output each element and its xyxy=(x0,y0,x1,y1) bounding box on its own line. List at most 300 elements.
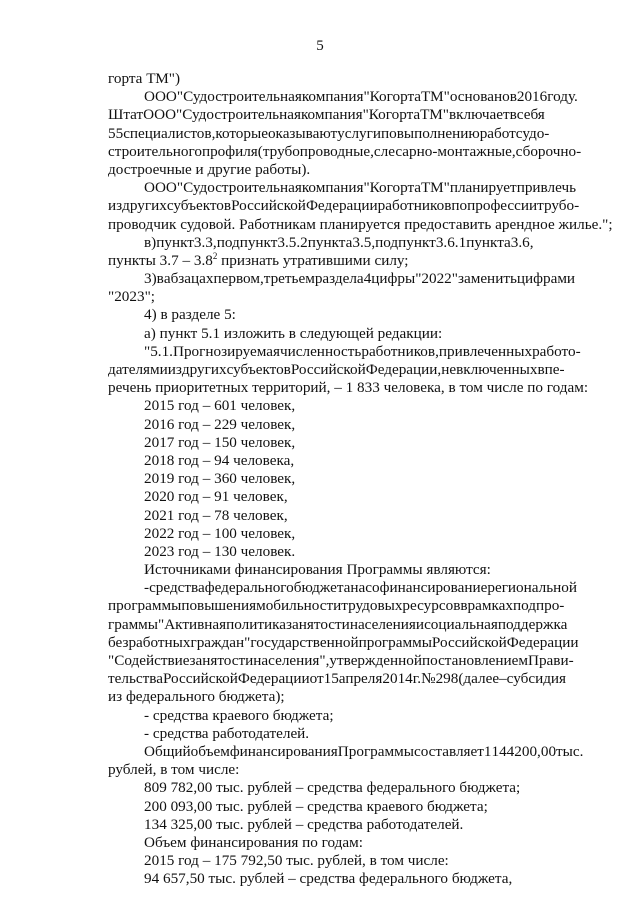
word: цифрами xyxy=(516,270,576,288)
word: тыс. xyxy=(216,815,244,833)
word: подпро- xyxy=(512,597,565,615)
word: населения", xyxy=(253,652,330,669)
word: человек, xyxy=(233,506,288,524)
word: речень xyxy=(108,379,152,397)
word: 3.5, xyxy=(352,233,376,251)
text-line xyxy=(108,742,584,761)
word: региональной xyxy=(487,579,578,597)
word: 2015 xyxy=(144,852,175,870)
word: бюджета; xyxy=(272,706,334,724)
text-line xyxy=(108,88,578,106)
word: изложить xyxy=(223,324,285,342)
word: "Когорта xyxy=(363,88,422,106)
word: федерального xyxy=(366,779,456,797)
word: оказывают xyxy=(267,124,338,142)
word: человек, xyxy=(240,433,296,451)
word: 3.3, xyxy=(193,233,217,251)
word: ТМ" xyxy=(421,88,450,106)
word: из xyxy=(108,688,123,706)
word: средства xyxy=(149,579,205,597)
word: редакции: xyxy=(377,324,443,342)
word: 782,00 xyxy=(170,779,213,797)
word: (трубопроводные, xyxy=(257,142,374,160)
word: занятости xyxy=(286,615,350,633)
word: строительного xyxy=(108,142,202,160)
word: пе- xyxy=(544,361,565,378)
text-line xyxy=(108,379,589,397)
word: подпункт xyxy=(216,233,278,251)
text-line xyxy=(108,124,550,143)
word: Российской xyxy=(431,633,507,651)
word: поддержка xyxy=(497,615,568,633)
word: 809 xyxy=(144,779,167,797)
text-line xyxy=(108,342,581,361)
text-line xyxy=(108,197,580,215)
text-line xyxy=(108,816,532,834)
word: 792,50 xyxy=(240,852,283,870)
word: работо- xyxy=(532,342,581,360)
word: – xyxy=(202,470,211,488)
text-line xyxy=(108,670,567,688)
word: бюджета; xyxy=(426,797,488,815)
word: пункта xyxy=(466,233,511,251)
word: повышения xyxy=(181,597,257,615)
word: из xyxy=(108,197,123,215)
word: 2019 xyxy=(144,470,175,488)
word: – xyxy=(295,779,304,797)
word: разделе xyxy=(171,306,221,324)
word: 3.5.2 xyxy=(277,233,308,251)
word: – xyxy=(202,524,211,542)
word: в xyxy=(509,106,517,124)
word: 833 xyxy=(357,379,380,397)
text-line xyxy=(108,779,532,797)
word: в xyxy=(156,270,164,288)
word: граммы xyxy=(108,615,158,633)
word: субъектов xyxy=(226,361,291,378)
text-line xyxy=(108,179,577,197)
word: 3) xyxy=(144,270,157,288)
word: – xyxy=(202,488,211,506)
superscript: 2 xyxy=(212,250,218,261)
word: 91 xyxy=(214,488,230,506)
text-line xyxy=(108,597,565,615)
text-line xyxy=(108,234,532,252)
word: в xyxy=(460,597,468,615)
word: 2017 xyxy=(144,433,175,451)
text-line xyxy=(108,488,532,506)
word: средства xyxy=(307,815,363,833)
word: привлеченных xyxy=(438,342,533,360)
word: граждан" xyxy=(190,633,251,651)
word: компания xyxy=(301,88,364,106)
word: – xyxy=(202,852,211,870)
word: рамках xyxy=(467,597,513,615)
word: 325,00 xyxy=(170,815,213,833)
word: 130 xyxy=(214,542,237,560)
text-line xyxy=(108,288,532,306)
word: основано xyxy=(449,88,510,106)
word: человек, xyxy=(233,488,288,506)
word: выполнению xyxy=(396,124,480,142)
word: трудовых xyxy=(341,597,403,615)
word: Штат xyxy=(108,106,144,124)
word: работ xyxy=(479,124,516,142)
word: себя xyxy=(516,106,545,124)
text-line xyxy=(108,161,532,179)
word: от xyxy=(309,670,324,688)
word: из xyxy=(167,361,182,378)
word: программы xyxy=(108,597,182,615)
text-line xyxy=(108,142,582,161)
word: 360 xyxy=(214,470,237,488)
word: краевого xyxy=(366,797,424,815)
word: арендное xyxy=(495,215,555,233)
word: федерального xyxy=(125,688,215,706)
word: безработных xyxy=(108,633,191,651)
word: территорий, xyxy=(252,379,331,397)
word: - xyxy=(144,579,150,597)
word: первом, xyxy=(213,270,264,288)
word: другие xyxy=(207,160,252,178)
word: человек, xyxy=(240,397,296,415)
word: человек, xyxy=(240,415,296,433)
word: включает xyxy=(448,106,510,124)
word: утвержденной xyxy=(329,652,422,669)
word: других xyxy=(122,197,167,215)
word: рублей xyxy=(247,779,292,797)
word: Федерации xyxy=(305,197,378,215)
word: рублей, xyxy=(317,852,366,870)
word: в) xyxy=(144,233,157,251)
word: в xyxy=(288,324,296,342)
word: и xyxy=(415,615,425,633)
word: Российской xyxy=(162,670,238,688)
word: услуги xyxy=(337,124,382,142)
word: средства xyxy=(307,779,363,797)
text-line xyxy=(108,543,532,561)
word: числе: xyxy=(407,852,449,870)
text-line xyxy=(108,416,532,434)
word: тыс. xyxy=(208,870,236,888)
word: "Активная xyxy=(158,615,227,633)
word: ООО xyxy=(143,106,177,124)
word: человека, xyxy=(383,379,445,397)
word: не xyxy=(441,361,457,378)
word: средства xyxy=(152,706,209,724)
word: том xyxy=(459,379,483,397)
word: годам: xyxy=(546,379,589,397)
text-line xyxy=(108,270,576,288)
text-line xyxy=(108,306,532,324)
word: – xyxy=(182,251,191,269)
word: софинансирование xyxy=(365,579,488,597)
word: Федерации xyxy=(237,670,310,688)
word: 78 xyxy=(214,506,230,524)
word: Российской xyxy=(290,361,366,378)
word: рублей, xyxy=(108,761,157,779)
word: числе xyxy=(486,379,524,397)
word: заменить xyxy=(457,270,517,288)
word: в xyxy=(160,761,168,779)
word: населения xyxy=(349,615,416,633)
word: 15 xyxy=(323,670,339,688)
word: абзацах xyxy=(163,270,214,288)
word: год xyxy=(178,397,199,415)
word: финансирования xyxy=(234,561,343,579)
word: 175 xyxy=(214,852,237,870)
word: по xyxy=(451,197,468,215)
word: в xyxy=(160,306,168,324)
word: пункт xyxy=(156,233,194,251)
word: занятости xyxy=(189,652,254,669)
text-line xyxy=(108,525,532,543)
text-line xyxy=(108,834,532,852)
word: "Когорта xyxy=(363,179,422,197)
word: численность xyxy=(279,342,362,360)
word: – xyxy=(202,506,211,524)
word: ресурсов xyxy=(402,597,461,615)
word: краевого xyxy=(212,706,269,724)
word: 3.6.1 xyxy=(435,233,467,251)
word: Работникам xyxy=(239,215,316,233)
word: 2023 xyxy=(144,542,175,560)
word: финансирования xyxy=(190,833,299,851)
word: – xyxy=(202,397,211,415)
text-line xyxy=(108,561,532,579)
word: планируется xyxy=(319,215,401,233)
word: год xyxy=(178,506,199,524)
word: приоритетных xyxy=(155,379,249,397)
word: финансирования xyxy=(229,742,338,760)
text-line xyxy=(108,361,565,379)
text-line xyxy=(108,215,613,234)
word: 4 xyxy=(363,270,372,288)
word: тыс. xyxy=(216,797,244,815)
word: государственной xyxy=(250,633,359,651)
word: Общий xyxy=(144,742,191,760)
word: год xyxy=(178,852,199,870)
word: постановлением xyxy=(421,652,528,669)
word: компания xyxy=(301,179,364,197)
word: объем xyxy=(190,742,230,760)
text-line xyxy=(108,615,568,634)
word: признать xyxy=(221,251,280,269)
word: 5.1 xyxy=(201,324,221,342)
word: 150 xyxy=(214,433,237,451)
word: федерального xyxy=(204,579,294,597)
word: работы). xyxy=(255,160,311,178)
word: а) xyxy=(144,324,156,342)
word: являются: xyxy=(426,561,491,579)
word: (далее xyxy=(458,670,500,688)
word: год xyxy=(178,451,199,469)
text-line xyxy=(108,470,532,488)
text-line xyxy=(108,106,545,124)
word: рублей xyxy=(239,870,285,888)
word: 2016 xyxy=(144,415,175,433)
word: в xyxy=(537,361,545,378)
word: субсидия xyxy=(506,670,567,688)
word: – xyxy=(202,433,211,451)
word: годам: xyxy=(321,833,363,851)
word: бюджета, xyxy=(451,870,513,888)
word: жилье."; xyxy=(558,215,613,233)
word: силу; xyxy=(374,251,409,269)
word: – xyxy=(295,815,304,833)
word: Программы xyxy=(346,561,423,579)
word: и xyxy=(195,160,204,178)
word: № xyxy=(421,670,436,688)
word: год xyxy=(178,433,199,451)
text-line xyxy=(108,579,578,597)
word: тыс. xyxy=(556,742,584,760)
word: 2014 xyxy=(382,670,413,688)
word: составляет xyxy=(413,742,484,760)
word: 2022 xyxy=(144,524,175,542)
word: тыс. xyxy=(286,852,314,870)
word: на xyxy=(350,579,366,597)
word: - xyxy=(144,706,150,724)
word: профиля xyxy=(201,142,258,160)
word: привлечь xyxy=(516,179,577,197)
word: работодателей. xyxy=(212,724,310,742)
word: 1 xyxy=(483,742,492,760)
word: бюджета xyxy=(293,579,351,597)
word: – xyxy=(202,542,211,560)
word: год xyxy=(178,524,199,542)
text-line xyxy=(108,252,532,270)
word: раздела xyxy=(314,270,364,288)
word: – xyxy=(288,870,296,888)
word: 4) xyxy=(144,306,157,324)
word: ТМ" xyxy=(421,179,450,197)
word: 5: xyxy=(224,306,236,324)
word: в xyxy=(448,379,456,397)
word: тельства xyxy=(108,670,163,688)
word: в xyxy=(369,852,377,870)
word: работников, xyxy=(361,342,439,360)
word: по xyxy=(302,833,318,851)
word: - xyxy=(144,724,150,742)
word: по xyxy=(527,379,543,397)
word: достроечные xyxy=(108,160,192,178)
text-line xyxy=(108,652,574,670)
word: субъектов xyxy=(166,197,232,215)
word: политика xyxy=(226,615,287,633)
word: 1 xyxy=(345,379,354,397)
word: "Судостроительная xyxy=(176,106,301,124)
word: "2022" xyxy=(415,270,458,288)
text-line xyxy=(108,688,532,706)
word: программы xyxy=(358,633,432,651)
word: включенных xyxy=(456,361,538,378)
word: ТМ" xyxy=(420,106,449,124)
page-number: 5 xyxy=(316,38,324,54)
word: судовой. xyxy=(180,215,236,233)
word: пункты xyxy=(108,251,156,269)
word: 94 xyxy=(144,870,160,888)
word: третьем xyxy=(263,270,315,288)
word: средства xyxy=(299,870,356,888)
text-line xyxy=(108,725,532,743)
word: – xyxy=(334,379,342,397)
word: год xyxy=(178,488,199,506)
word: 2016 xyxy=(516,88,548,106)
text-line xyxy=(108,633,579,652)
word: работодателей. xyxy=(366,815,464,833)
word: пункт xyxy=(159,324,198,342)
word: ТМ") xyxy=(146,70,181,87)
word: г. xyxy=(412,670,422,688)
word: специалистов, xyxy=(123,124,216,142)
word: том xyxy=(380,852,404,870)
word: бюджета); xyxy=(218,688,285,706)
word: средства xyxy=(152,724,209,742)
text-line xyxy=(108,397,532,415)
word: профессии xyxy=(467,197,538,215)
word: судо- xyxy=(515,124,550,142)
word: $3.8^2$ xyxy=(193,250,218,269)
word: – xyxy=(295,797,304,815)
word: мобильности xyxy=(256,597,342,615)
word: Федерации xyxy=(506,633,579,651)
word: ООО xyxy=(144,179,177,197)
text-line xyxy=(108,761,532,779)
word: Объем xyxy=(144,833,187,851)
word: 94 xyxy=(214,451,230,469)
word: 093,00 xyxy=(170,797,213,815)
word: году. xyxy=(547,88,578,106)
word: 3.6, xyxy=(510,233,534,251)
word: год xyxy=(178,415,199,433)
word: "Когорта xyxy=(362,106,421,124)
text-line xyxy=(108,70,532,88)
word: числе: xyxy=(198,761,240,779)
word: человека, xyxy=(233,451,295,469)
word: Прави- xyxy=(528,652,574,669)
word: слесарно-монтажные, xyxy=(373,142,516,160)
text-line xyxy=(108,707,532,725)
word: – xyxy=(202,451,211,469)
word: Российской xyxy=(231,197,306,215)
text-line xyxy=(108,434,532,452)
word: Прогнозируемая xyxy=(172,342,280,360)
word: 100 xyxy=(214,524,237,542)
word: 298 xyxy=(435,670,459,688)
word: человек. xyxy=(240,542,296,560)
word: пункта xyxy=(307,233,353,251)
word: следующей xyxy=(299,324,374,342)
word: 55 xyxy=(108,124,124,142)
word: 144 xyxy=(491,742,515,760)
text-line xyxy=(108,870,532,888)
word: 2015 xyxy=(144,397,175,415)
word: других xyxy=(181,361,227,378)
text-line xyxy=(108,798,532,816)
word: год xyxy=(178,542,199,560)
word: подпункт xyxy=(375,233,436,251)
word: "2023"; xyxy=(108,288,155,306)
word: которые xyxy=(215,124,268,142)
word: "Содействие xyxy=(108,652,190,669)
word: 200 xyxy=(144,797,167,815)
word: 2021 xyxy=(144,506,175,524)
word: Источниками xyxy=(144,561,231,579)
word: Федерации, xyxy=(365,361,442,378)
word: рублей xyxy=(247,797,292,815)
word: бюджета; xyxy=(459,779,521,797)
